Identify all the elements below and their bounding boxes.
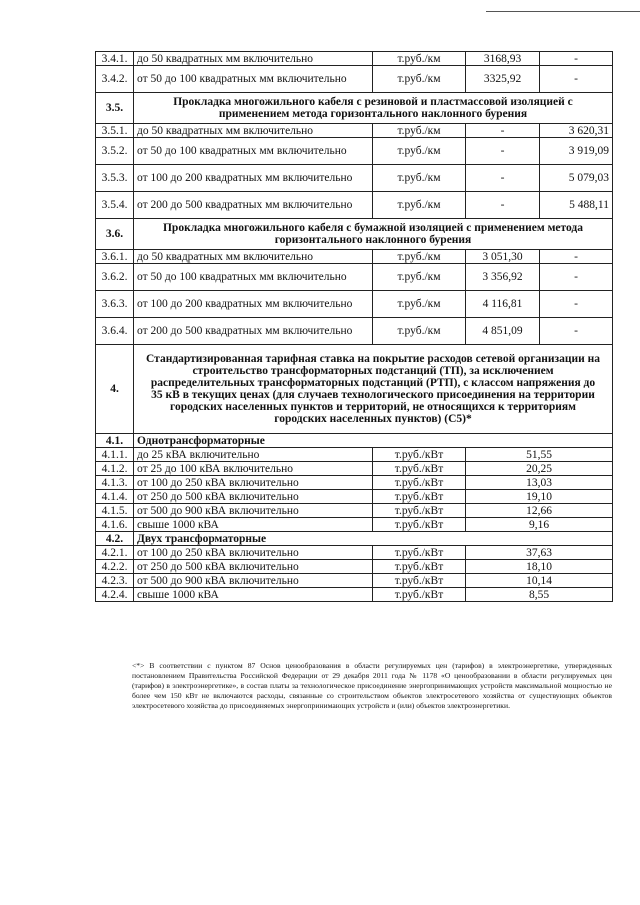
row-description: до 50 квадратных мм включительно — [134, 52, 373, 66]
table-row — [96, 588, 613, 602]
row-value-2: 5 488,11 — [540, 192, 613, 219]
row-value-1: 4 851,09 — [466, 318, 540, 345]
row-value: 9,16 — [466, 518, 613, 532]
row-unit: т.руб./км — [373, 52, 466, 66]
row-description: от 50 до 100 квадратных мм включительно — [134, 66, 373, 93]
row-description: от 250 до 500 кВА включительно — [134, 560, 373, 574]
row-description: от 25 до 100 кВА включительно — [134, 462, 373, 476]
row-number: 3.5.2. — [96, 138, 134, 165]
row-unit: т.руб./кВт — [373, 588, 466, 602]
subsection-number: 4.1. — [96, 434, 134, 448]
scan-edge-line — [486, 11, 640, 12]
row-number: 4.1.2. — [96, 462, 134, 476]
row-unit: т.руб./км — [373, 124, 466, 138]
row-value-1: - — [466, 138, 540, 165]
row-number: 3.5.1. — [96, 124, 134, 138]
section-row — [96, 219, 613, 250]
table-row — [96, 518, 613, 532]
row-value-2: 3 620,31 — [540, 124, 613, 138]
row-number: 4.2.4. — [96, 588, 134, 602]
section-number: 4. — [96, 345, 134, 434]
row-description: от 250 до 500 кВА включительно — [134, 490, 373, 504]
table-row — [96, 476, 613, 490]
section-number: 3.5. — [96, 93, 134, 124]
row-unit: т.руб./кВт — [373, 448, 466, 462]
row-unit: т.руб./кВт — [373, 546, 466, 560]
table-row — [96, 504, 613, 518]
row-value: 12,66 — [466, 504, 613, 518]
row-unit: т.руб./км — [373, 264, 466, 291]
section-title: Стандартизированная тарифная ставка на покрытие расходов сетевой организации на строительство трансформаторных подстанций (ТП), за исключением распределительных трансформаторных подстанций (РТП), с классом напряжения до 35 кВ в текущих ценах (для случаев технологического присоединения на территории городских населенных пунктов и территорий, не относящихся к территориям городских населенных пунктов) (С5)* — [134, 345, 613, 434]
row-value-2: - — [540, 250, 613, 264]
table-row — [96, 66, 613, 93]
row-description: от 500 до 900 кВА включительно — [134, 504, 373, 518]
section-title: Прокладка многожильного кабеля с резиновой и пластмассовой изоляцией с применением метода горизонтального наклонного бурения — [134, 93, 613, 124]
row-description: от 200 до 500 квадратных мм включительно — [134, 192, 373, 219]
row-unit: т.руб./км — [373, 192, 466, 219]
table-row — [96, 574, 613, 588]
row-description: от 50 до 100 квадратных мм включительно — [134, 264, 373, 291]
row-value-2: - — [540, 264, 613, 291]
section-number: 3.6. — [96, 219, 134, 250]
row-unit: т.руб./кВт — [373, 560, 466, 574]
table-row — [96, 462, 613, 476]
row-description: от 500 до 900 кВА включительно — [134, 574, 373, 588]
row-value-1: - — [466, 124, 540, 138]
footnote-text: <*> В соответствии с пунктом 87 Основ ценообразования в области регулируемых цен (тарифов) в электроэнергетике, утвержденных постановлением Правительства Российской Федерации от 29 декабря 2011 года № 1178 «О ценообразовании в области регулируемых цен (тарифов) в электроэнергетике», в состав платы за технологическое присоединение энергопринимающих устройств максимальной мощностью не более чем 150 кВт не включаются расходы, связанные со строительством объектов электросетевого хозяйства от существующих объектов электросетевого хозяйства до присоединяемых энергопринимающих устройств и (или) объектов электроэнергетики. — [132, 661, 612, 710]
table-row — [96, 52, 613, 66]
tariff-table — [95, 51, 613, 602]
row-unit: т.руб./км — [373, 291, 466, 318]
subsection-number: 4.2. — [96, 532, 134, 546]
row-value: 19,10 — [466, 490, 613, 504]
row-unit: т.руб./кВт — [373, 574, 466, 588]
row-unit: т.руб./кВт — [373, 518, 466, 532]
row-value-2: 3 919,09 — [540, 138, 613, 165]
row-value: 8,55 — [466, 588, 613, 602]
row-unit: т.руб./км — [373, 66, 466, 93]
row-unit: т.руб./км — [373, 318, 466, 345]
row-value-2: - — [540, 291, 613, 318]
row-number: 3.4.1. — [96, 52, 134, 66]
row-value-2: 5 079,03 — [540, 165, 613, 192]
row-number: 4.1.3. — [96, 476, 134, 490]
row-value: 10,14 — [466, 574, 613, 588]
table-row — [96, 124, 613, 138]
row-unit: т.руб./кВт — [373, 476, 466, 490]
row-unit: т.руб./кВт — [373, 504, 466, 518]
row-unit: т.руб./км — [373, 250, 466, 264]
row-value-1: 4 116,81 — [466, 291, 540, 318]
row-unit: т.руб./км — [373, 138, 466, 165]
section-row — [96, 345, 613, 434]
row-value-1: - — [466, 192, 540, 219]
row-value-1: 3 051,30 — [466, 250, 540, 264]
row-value: 18,10 — [466, 560, 613, 574]
row-value-1: 3 356,92 — [466, 264, 540, 291]
subsection-title: Однотрансформаторные — [134, 434, 613, 448]
table-row — [96, 291, 613, 318]
row-number: 4.2.2. — [96, 560, 134, 574]
row-description: от 100 до 200 квадратных мм включительно — [134, 291, 373, 318]
subsection-row — [96, 532, 613, 546]
row-description: свыше 1000 кВА — [134, 518, 373, 532]
table-row — [96, 546, 613, 560]
row-value: 37,63 — [466, 546, 613, 560]
row-number: 4.1.4. — [96, 490, 134, 504]
row-description: от 100 до 250 кВА включительно — [134, 546, 373, 560]
row-number: 3.5.3. — [96, 165, 134, 192]
row-description: от 100 до 200 квадратных мм включительно — [134, 165, 373, 192]
row-description: до 50 квадратных мм включительно — [134, 250, 373, 264]
row-unit: т.руб./кВт — [373, 462, 466, 476]
row-number: 4.1.6. — [96, 518, 134, 532]
row-number: 3.4.2. — [96, 66, 134, 93]
row-number: 4.1.5. — [96, 504, 134, 518]
section-title: Прокладка многожильного кабеля с бумажной изоляцией с применением метода горизонтального наклонного бурения — [134, 219, 613, 250]
table-row — [96, 264, 613, 291]
row-number: 4.1.1. — [96, 448, 134, 462]
table-row — [96, 490, 613, 504]
row-value: 51,55 — [466, 448, 613, 462]
row-description: до 50 квадратных мм включительно — [134, 124, 373, 138]
table-row — [96, 165, 613, 192]
row-value-1: - — [466, 165, 540, 192]
row-value-2: - — [540, 318, 613, 345]
table-row — [96, 318, 613, 345]
table-row — [96, 250, 613, 264]
row-number: 3.5.4. — [96, 192, 134, 219]
row-value-2: - — [540, 52, 613, 66]
table-row — [96, 138, 613, 165]
section-row — [96, 93, 613, 124]
row-description: свыше 1000 кВА — [134, 588, 373, 602]
row-unit: т.руб./кВт — [373, 490, 466, 504]
table-row — [96, 560, 613, 574]
row-number: 3.6.2. — [96, 264, 134, 291]
table-row — [96, 448, 613, 462]
subsection-row — [96, 434, 613, 448]
row-number: 3.6.4. — [96, 318, 134, 345]
row-value-2: - — [540, 66, 613, 93]
row-number: 4.2.3. — [96, 574, 134, 588]
table-row — [96, 192, 613, 219]
row-number: 3.6.1. — [96, 250, 134, 264]
footnote — [96, 661, 612, 711]
row-value: 20,25 — [466, 462, 613, 476]
row-value-1: 3168,93 — [466, 52, 540, 66]
row-description: до 25 кВА включительно — [134, 448, 373, 462]
row-description: от 100 до 250 кВА включительно — [134, 476, 373, 490]
row-description: от 50 до 100 квадратных мм включительно — [134, 138, 373, 165]
subsection-title: Двух трансформаторные — [134, 532, 613, 546]
row-description: от 200 до 500 квадратных мм включительно — [134, 318, 373, 345]
row-number: 3.6.3. — [96, 291, 134, 318]
row-unit: т.руб./км — [373, 165, 466, 192]
row-value: 13,03 — [466, 476, 613, 490]
row-value-1: 3325,92 — [466, 66, 540, 93]
row-number: 4.2.1. — [96, 546, 134, 560]
